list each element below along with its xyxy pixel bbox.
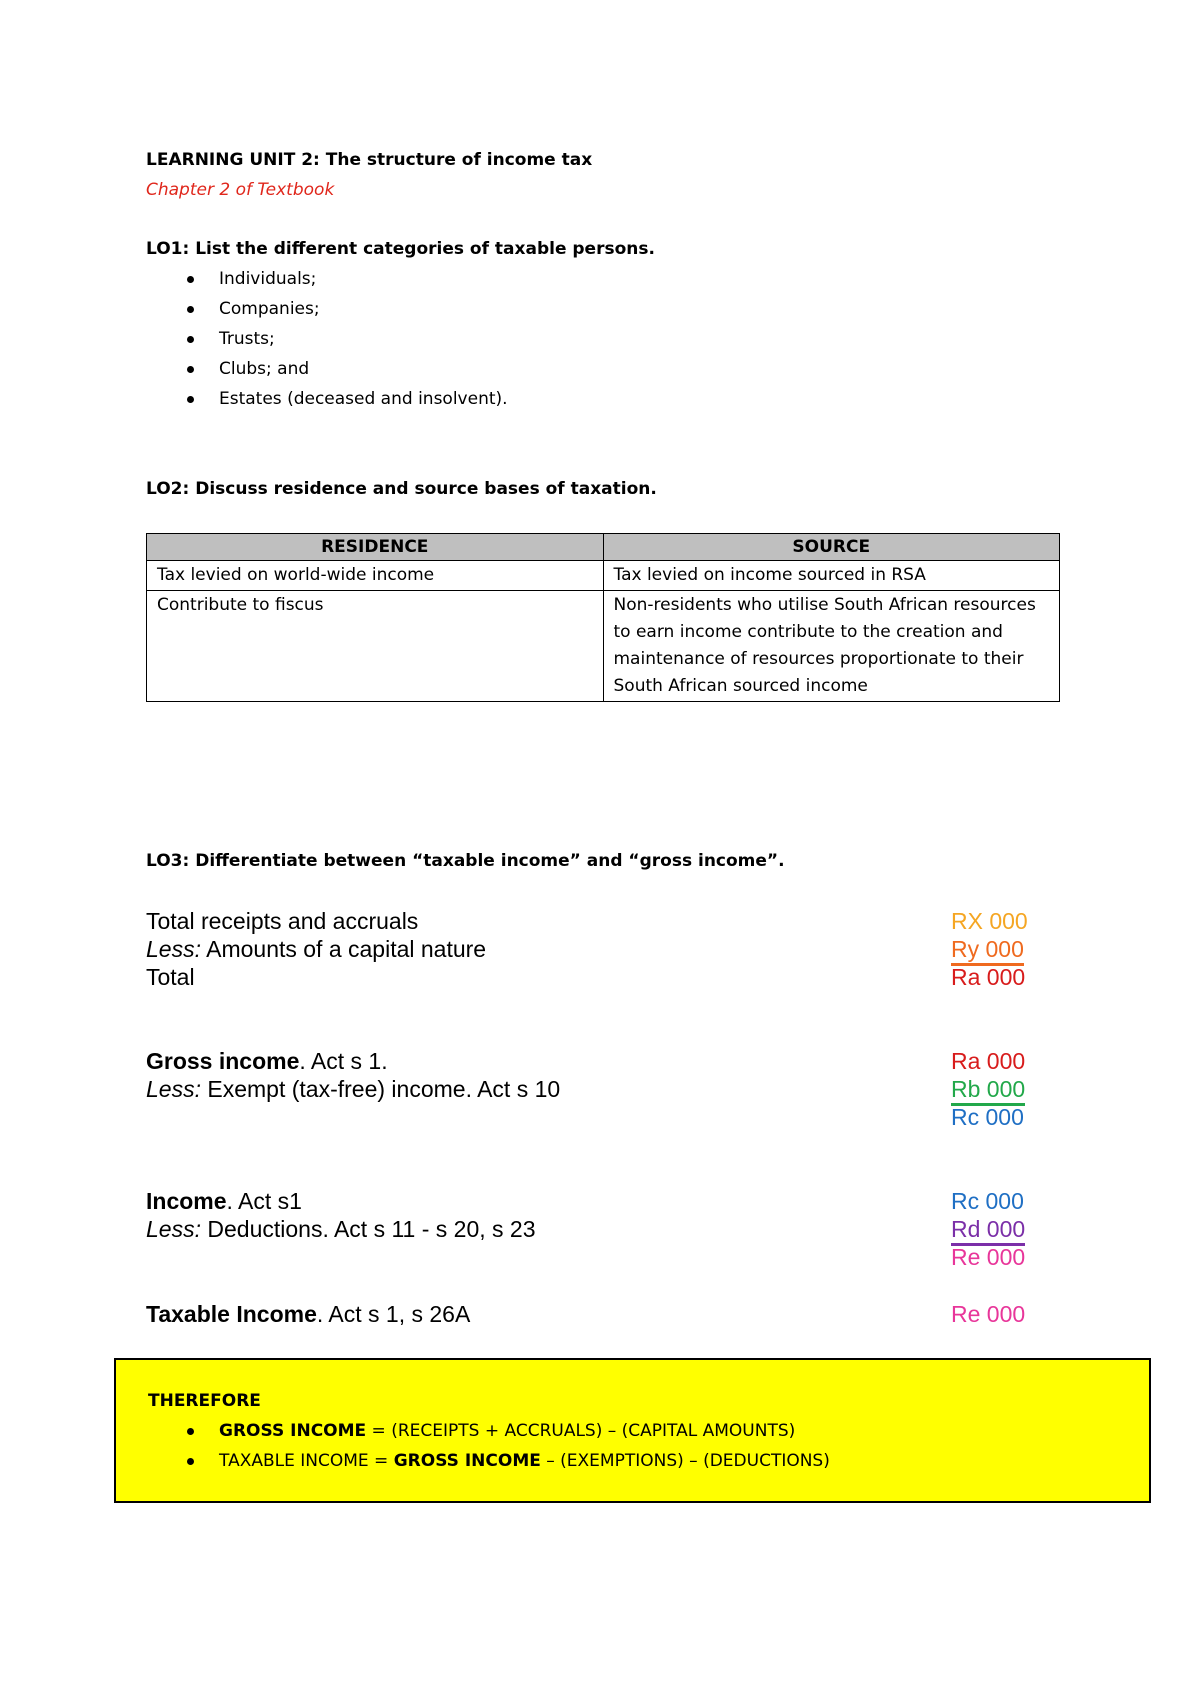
- bullet-icon: [187, 336, 194, 343]
- bullet-icon: [187, 1428, 194, 1435]
- bullet-icon: [187, 1458, 194, 1465]
- amount-ry: Ry 000: [951, 936, 1024, 966]
- calc-total: Total: [146, 964, 195, 990]
- bullet-icon: [187, 396, 194, 403]
- unit-title: [146, 145, 592, 175]
- table-cell: Tax levied on world-wide income: [147, 561, 604, 591]
- amount-re-result: Re 000: [951, 1244, 1026, 1270]
- calc-less-capital: Less: Amounts of a capital nature: [146, 936, 487, 962]
- table-row: [147, 591, 1060, 702]
- table-header-source: SOURCE: [603, 534, 1060, 561]
- table-cell: Tax levied on income sourced in RSA: [603, 561, 1060, 591]
- lo1-title: LO1: List the different categories of taxable persons.: [146, 239, 655, 259]
- therefore-heading: THEREFORE: [148, 1391, 261, 1411]
- residence-source-table: [146, 533, 1060, 702]
- list-item: Trusts;: [183, 324, 508, 354]
- amount-rb: Rb 000: [951, 1076, 1025, 1106]
- amount-ry-wrap: [951, 935, 1024, 963]
- calc-less-deductions: Less: Deductions. Act s 11 - s 20, s 23: [146, 1216, 536, 1242]
- table-cell: Contribute to fiscus: [147, 591, 604, 702]
- list-item: GROSS INCOME = (RECEIPTS + ACCRUALS) – (CAPITAL AMOUNTS): [183, 1416, 830, 1446]
- unit-title-prefix: LEARNING UNIT 2:: [146, 150, 320, 170]
- amount-ra-gross: Ra 000: [951, 1048, 1026, 1074]
- list-item: TAXABLE INCOME = GROSS INCOME – (EXEMPTIONS) – (DEDUCTIONS): [183, 1446, 830, 1476]
- calc-less-exempt: Less: Exempt (tax-free) income. Act s 10: [146, 1076, 561, 1102]
- therefore-list: [183, 1416, 830, 1476]
- amount-ra-total: Ra 000: [951, 964, 1026, 990]
- therefore-box: [114, 1358, 1151, 1503]
- bullet-icon: [187, 276, 194, 283]
- bullet-icon: [187, 306, 194, 313]
- amount-rd: Rd 000: [951, 1216, 1025, 1246]
- table-header-row: [147, 534, 1060, 561]
- calc-income: Income. Act s1: [146, 1188, 302, 1214]
- lo2-title: LO2: Discuss residence and source bases of taxation.: [146, 479, 657, 499]
- calc-gross-income: Gross income. Act s 1.: [146, 1048, 388, 1074]
- table-cell: Non-residents who utilise South African resources to earn income contribute to the creation and maintenance of resources proportionate to their South African sourced income: [603, 591, 1060, 702]
- table-header-residence: RESIDENCE: [147, 534, 604, 561]
- amount-re-taxable: Re 000: [951, 1301, 1026, 1327]
- list-item: Companies;: [183, 294, 508, 324]
- unit-title-rest: The structure of income tax: [319, 150, 593, 170]
- amount-rd-wrap: [951, 1215, 1025, 1243]
- list-item: Estates (deceased and insolvent).: [183, 384, 508, 414]
- amount-rc-result: Rc 000: [951, 1104, 1024, 1130]
- bullet-icon: [187, 366, 194, 373]
- calc-taxable-income: Taxable Income. Act s 1, s 26A: [146, 1301, 471, 1327]
- lo3-title: LO3: Differentiate between “taxable income” and “gross income”.: [146, 851, 785, 871]
- chapter-reference: Chapter 2 of Textbook: [146, 180, 335, 200]
- amount-rx: RX 000: [951, 908, 1028, 934]
- list-item: Clubs; and: [183, 354, 508, 384]
- lo1-list: [183, 264, 508, 414]
- calc-total-receipts: Total receipts and accruals: [146, 908, 419, 934]
- amount-rb-wrap: [951, 1075, 1025, 1103]
- table-row: [147, 561, 1060, 591]
- list-item: Individuals;: [183, 264, 508, 294]
- amount-rc-income: Rc 000: [951, 1188, 1024, 1214]
